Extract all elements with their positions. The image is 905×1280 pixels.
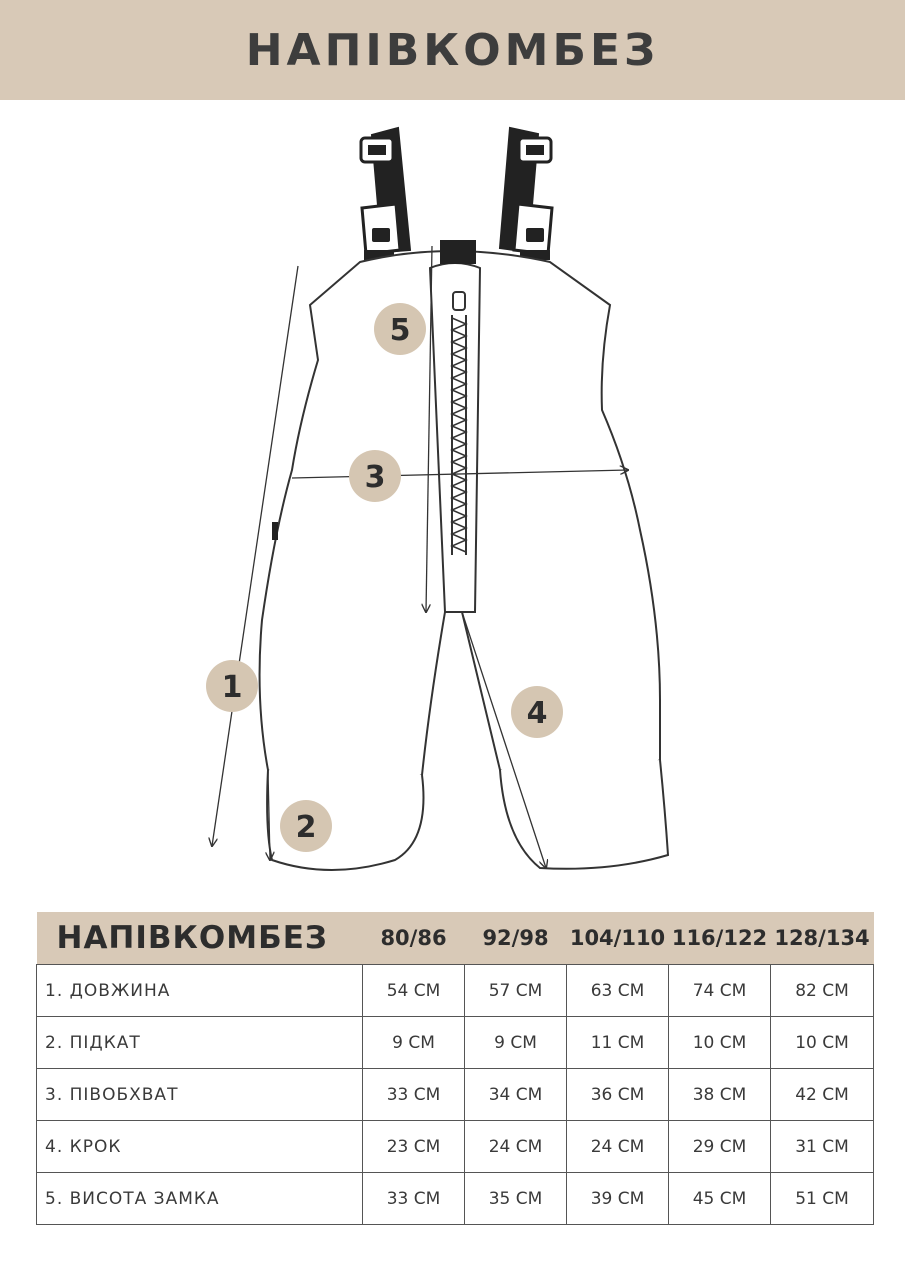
- table-row: [37, 1173, 874, 1225]
- table-cell: 42 СМ: [771, 1069, 874, 1121]
- table-cell: 9 СМ: [363, 1017, 465, 1069]
- badge-5: [374, 303, 426, 355]
- table-cell: 74 СМ: [669, 965, 771, 1017]
- table-title: НАПІВКОМБЕЗ: [37, 912, 363, 965]
- table-cell: 10 СМ: [771, 1017, 874, 1069]
- badge-1: [206, 660, 258, 712]
- size-header: 128/134: [771, 912, 874, 965]
- overalls-illustration: [0, 100, 905, 900]
- table-cell: 54 СМ: [363, 965, 465, 1017]
- row-label: 4. КРОК: [37, 1121, 363, 1173]
- size-table: [36, 912, 874, 1225]
- table-row: [37, 1017, 874, 1069]
- neck-label: [440, 240, 476, 264]
- badge-4: [511, 686, 563, 738]
- table-row: [37, 1069, 874, 1121]
- svg-text:5: 5: [389, 313, 411, 348]
- table-cell: 63 СМ: [567, 965, 669, 1017]
- svg-text:1: 1: [221, 670, 243, 705]
- table-row: [37, 965, 874, 1017]
- table-cell: 9 СМ: [465, 1017, 567, 1069]
- left-strap: [361, 128, 410, 260]
- table-cell: 39 СМ: [567, 1173, 669, 1225]
- size-header: 80/86: [363, 912, 465, 965]
- table-cell: 11 СМ: [567, 1017, 669, 1069]
- row-label: 2. ПІДКАТ: [37, 1017, 363, 1069]
- table-cell: 35 СМ: [465, 1173, 567, 1225]
- table-cell: 38 СМ: [669, 1069, 771, 1121]
- table-cell: 33 СМ: [363, 1173, 465, 1225]
- table-cell: 31 СМ: [771, 1121, 874, 1173]
- svg-text:4: 4: [526, 696, 548, 731]
- svg-text:2: 2: [295, 810, 317, 845]
- overalls-body: [260, 251, 668, 870]
- size-header: 116/122: [669, 912, 771, 965]
- table-cell: 33 СМ: [363, 1069, 465, 1121]
- table-cell: 24 СМ: [567, 1121, 669, 1173]
- size-table-header: [37, 912, 874, 965]
- row-label: 5. ВИСОТА ЗАМКА: [37, 1173, 363, 1225]
- table-cell: 57 СМ: [465, 965, 567, 1017]
- size-header: 92/98: [465, 912, 567, 965]
- header-banner: [0, 0, 905, 100]
- table-cell: 29 СМ: [669, 1121, 771, 1173]
- right-strap: [500, 128, 552, 260]
- table-cell: 10 СМ: [669, 1017, 771, 1069]
- row-label: 3. ПІВОБХВАТ: [37, 1069, 363, 1121]
- svg-text:3: 3: [364, 460, 386, 495]
- table-cell: 36 СМ: [567, 1069, 669, 1121]
- size-header: 104/110: [567, 912, 669, 965]
- page-title: НАПІВКОМБЕЗ: [245, 24, 660, 76]
- badge-2: [280, 800, 332, 852]
- table-cell: 82 СМ: [771, 965, 874, 1017]
- table-cell: 23 СМ: [363, 1121, 465, 1173]
- table-cell: 45 СМ: [669, 1173, 771, 1225]
- table-cell: 24 СМ: [465, 1121, 567, 1173]
- table-row: [37, 1121, 874, 1173]
- row-label: 1. ДОВЖИНА: [37, 965, 363, 1017]
- badge-3: [349, 450, 401, 502]
- table-cell: 51 СМ: [771, 1173, 874, 1225]
- table-cell: 34 СМ: [465, 1069, 567, 1121]
